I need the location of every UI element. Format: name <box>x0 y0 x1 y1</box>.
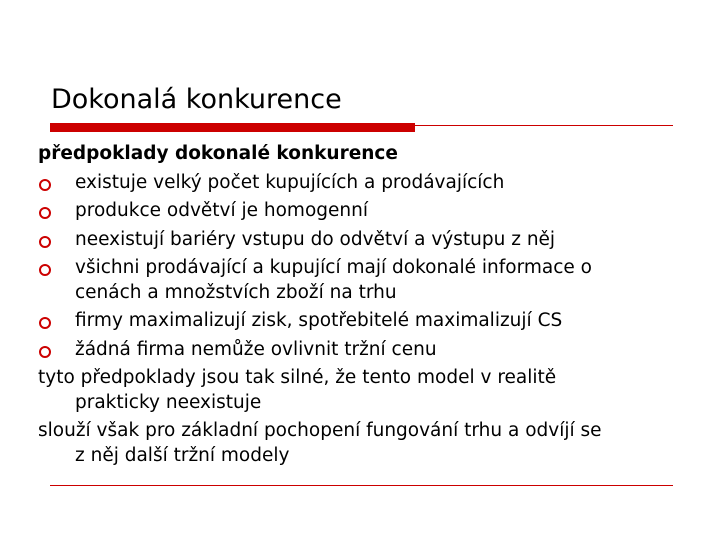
hollow-circle-bullet-icon <box>39 179 51 191</box>
bottom-divider-line <box>50 485 673 486</box>
hollow-circle-bullet-icon <box>39 264 51 276</box>
content-heading: předpoklady dokonalé konkurence <box>38 143 398 164</box>
bullet-text: všichni prodávající a kupující mají dokonalé informace o <box>75 257 592 278</box>
paragraph-text: tyto předpoklady jsou tak silné, že tento model v realitě <box>38 367 557 388</box>
paragraph-text: slouží však pro základní pochopení fungování trhu a odvíjí se <box>38 420 602 441</box>
bullet-item <box>38 197 678 226</box>
slide-content <box>38 140 678 470</box>
title-underline-thin-line <box>415 125 673 126</box>
bullet-text: neexistují bariéry vstupu do odvětví a výstupu z něj <box>75 228 556 250</box>
bullet-item <box>38 307 678 336</box>
slide-title: Dokonalá konkurence <box>51 84 342 115</box>
bullet-text: existuje velký počet kupujících a prodávajících <box>75 171 505 193</box>
paragraph-continuation: prakticky neexistuje <box>75 391 262 413</box>
hollow-circle-bullet-icon <box>39 317 51 329</box>
bullet-text: produkce odvětví je homogenní <box>75 200 368 221</box>
bullet-text: firmy maximalizují zisk, spotřebitelé maximalizují CS <box>75 310 563 331</box>
bullet-item <box>38 336 678 365</box>
hollow-circle-bullet-icon <box>39 236 51 248</box>
title-underline-red-bar <box>50 123 415 132</box>
bullet-continuation: cenách a množstvích zboží na trhu <box>75 281 397 303</box>
bullet-item <box>38 169 678 198</box>
hollow-circle-bullet-icon <box>39 207 51 219</box>
paragraph-continuation: z něj další tržní modely <box>75 444 290 466</box>
bullet-item <box>38 226 678 255</box>
bullet-text: žádná firma nemůže ovlivnit tržní cenu <box>75 338 437 360</box>
hollow-circle-bullet-icon <box>39 346 51 358</box>
